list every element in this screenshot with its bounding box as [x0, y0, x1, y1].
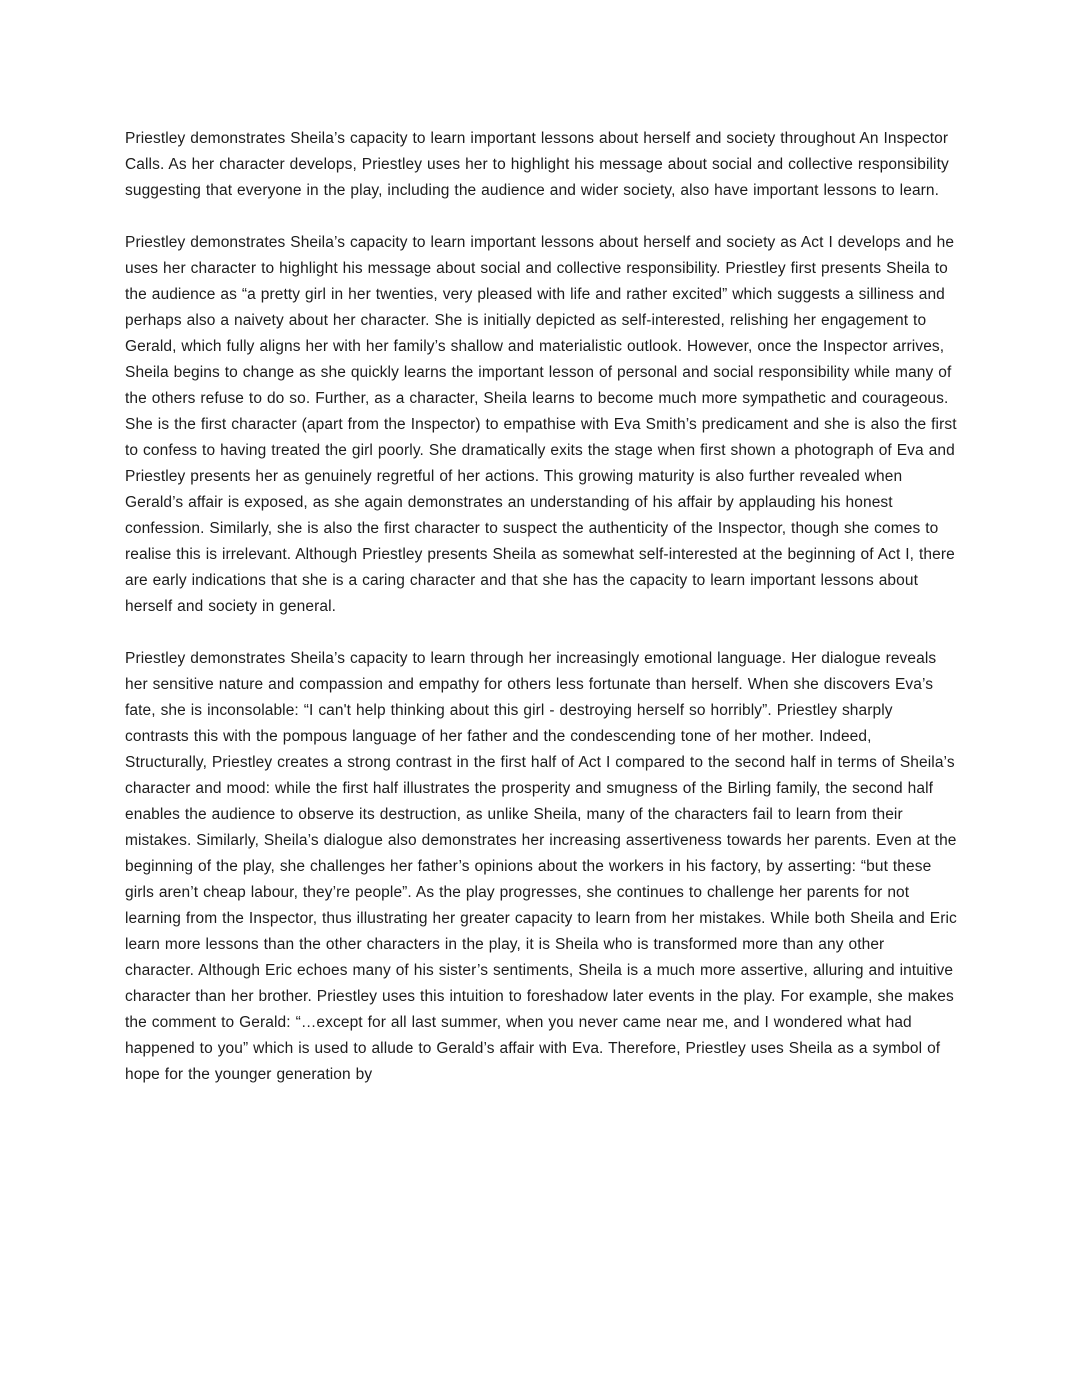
essay-paragraph-act-one: Priestley demonstrates Sheila’s capacity to learn important lessons about herself and society as Act I develops and he uses her character to highlight his message about social and collective responsibility. Priestley first presents Sheila to the audience as “a pretty girl in her twenties, very pleased with life and rather excited” which suggests a silliness and perhaps also a naivety about her character. She is initially depicted as self-interested, relishing her engagement to Gerald, which fully aligns her with her family’s shallow and materialistic outlook. However, once the Inspector arrives, Sheila begins to change as she quickly learns the important lesson of personal and social responsibility while many of the others refuse to do so. Further, as a character, Sheila learns to become much more sympathetic and courageous. She is the first character (apart from the Inspector) to empathise with Eva Smith’s predicament and she is also the first to confess to having treated the girl poorly. She dramatically exits the stage when first shown a photograph of Eva and Priestley presents her as genuinely regretful of her actions. This growing maturity is also further revealed when Gerald’s affair is exposed, as she again demonstrates an understanding of his affair by applauding his honest confession. Similarly, she is also the first character to suspect the authenticity of the Inspector, though she comes to realise this is irrelevant. Although Priestley presents Sheila as somewhat self-interested at the beginning of Act I, there are early indications that she is a caring character and that she has the capacity to learn important lessons about herself and society in general. [125, 234, 957, 615]
essay-paragraph-intro: Priestley demonstrates Sheila’s capacity to learn important lessons about herself and society throughout An Inspector Calls. As her character develops, Priestley uses her to highlight his message about social and collective responsibility suggesting that everyone in the play, including the audience and wider society, also have important lessons to learn. [125, 130, 949, 199]
essay-paragraph-language: Priestley demonstrates Sheila’s capacity to learn through her increasingly emotional language. Her dialogue reveals her sensitive nature and compassion and empathy for others less fortunate than herself. When she discovers Eva’s fate, she is inconsolable: “I can't help thinking about this girl - destroying herself so horribly”. Priestley sharply contrasts this with the pompous language of her father and the condescending tone of her mother. Indeed, Structurally, Priestley creates a strong contrast in the first half of Act I compared to the second half in terms of Sheila’s character and mood: while the first half illustrates the prosperity and smugness of the Birling family, the second half enables the audience to observe its destruction, as unlike Sheila, many of the characters fail to learn from their mistakes. Similarly, Sheila’s dialogue also demonstrates her increasing assertiveness towards her parents. Even at the beginning of the play, she challenges her father’s opinions about the workers in his factory, by asserting: “but these girls aren’t cheap labour, they’re people”. As the play progresses, she continues to challenge her parents for not learning from the Inspector, thus illustrating her greater capacity to learn from her mistakes. While both Sheila and Eric learn more lessons than the other characters in the play, it is Sheila who is transformed more than any other character. Although Eric echoes many of his sister’s sentiments, Sheila is a much more assertive, alluring and intuitive character than her brother. Priestley uses this intuition to foreshadow later events in the play. For example, she makes the comment to Gerald: “…except for all last summer, when you never came near me, and I wondered what had happened to you” which is used to allude to Gerald’s affair with Eva. Therefore, Priestley uses Sheila as a symbol of hope for the younger generation by [125, 650, 957, 1083]
essay-body [125, 126, 957, 1088]
